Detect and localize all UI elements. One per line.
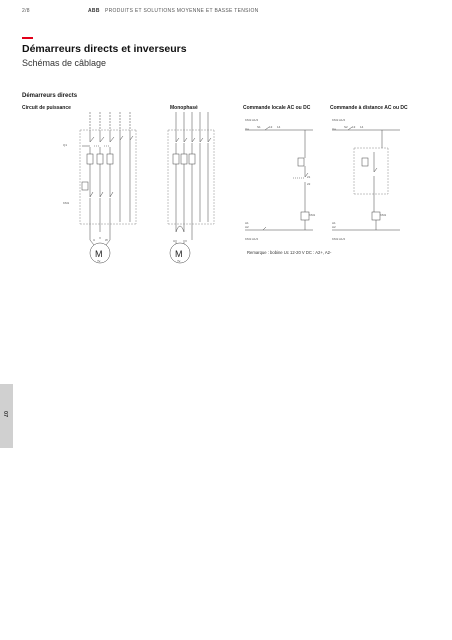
num-21-local: 21	[307, 175, 311, 179]
label-w: W	[105, 238, 108, 242]
num-14-remote: 14	[360, 125, 364, 129]
page-number: 2/8	[22, 8, 30, 14]
label-q1: Q1	[63, 143, 68, 147]
s2-remote: S2	[344, 125, 348, 129]
page-title: Démarreurs directs et inverseurs	[22, 43, 187, 55]
a1-local: A1	[245, 221, 249, 225]
brand-name: ABB	[88, 8, 100, 14]
label-u-mono: U	[173, 239, 176, 243]
ref-remote-top: KM1:A1/2	[332, 118, 346, 122]
page-header	[22, 8, 259, 14]
motor-symbol: M	[95, 249, 103, 259]
remark-note: Remarque : bobine Uc 12-20 V DC : A2+, A2-	[247, 250, 332, 255]
chapter-tab	[0, 384, 13, 448]
column-heading-mono: Monophasé	[170, 105, 198, 111]
km1-local: KM1	[309, 213, 316, 217]
diagram-power-circuit	[60, 112, 140, 272]
s1-local: S1	[257, 125, 261, 129]
label-u: U	[93, 238, 96, 242]
motor-tilde-mono: ~	[177, 259, 181, 265]
motor-tilde: ~	[97, 259, 101, 265]
column-heading-local: Commande locale AC ou DC	[243, 105, 311, 111]
num-13-remote: 13	[352, 125, 356, 129]
label-v-mono: V	[185, 239, 188, 243]
ref-remote-bottom: KM1:A1/2	[332, 237, 346, 241]
motor-symbol-mono: M	[175, 249, 183, 259]
km1-remote: KM1	[380, 213, 387, 217]
ref-local-top: KM1:A1/2	[245, 118, 259, 122]
column-heading-remote: Commande à distance AC ou DC	[330, 105, 408, 111]
a2-remote: A2	[332, 225, 336, 229]
title-accent-bar	[22, 37, 33, 39]
diagram-remote-command	[330, 112, 415, 247]
num-14-local: 14	[277, 125, 281, 129]
num-22-local: 22	[307, 182, 311, 186]
chapter-tab-label: 07	[2, 410, 9, 418]
label-km1: KM1	[63, 201, 70, 205]
header-category: PRODUITS ET SOLUTIONS MOYENNE ET BASSE TENSION	[105, 8, 259, 14]
a2-local: A2	[245, 225, 249, 229]
num-13-local: 13	[269, 125, 273, 129]
ref-local-bottom: KM1:A1/2	[245, 237, 259, 241]
ua-local: Ua	[245, 127, 249, 131]
label-v: V	[99, 236, 102, 240]
diagram-local-command	[243, 112, 328, 247]
page-subtitle: Schémas de câblage	[22, 58, 107, 68]
diagram-monophase	[158, 112, 218, 272]
a1-remote: A1	[332, 221, 336, 225]
section-heading: Démarreurs directs	[22, 93, 78, 99]
ua-remote: Ua	[332, 127, 336, 131]
column-heading-power: Circuit de puissance	[22, 105, 71, 111]
